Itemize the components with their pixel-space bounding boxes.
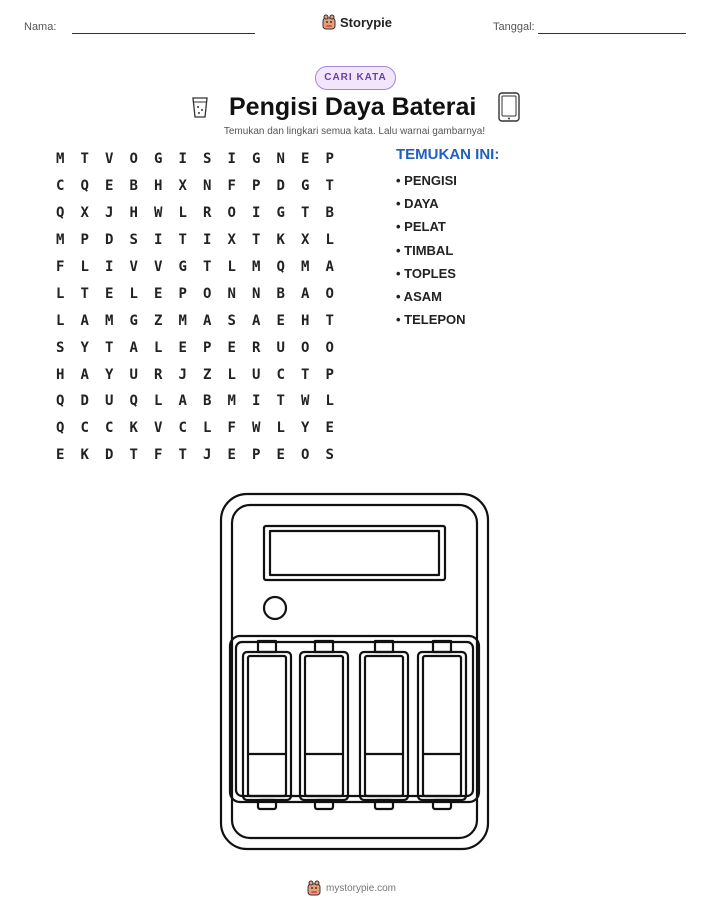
grid-letter[interactable]: E [227, 339, 236, 356]
grid-letter[interactable]: A [301, 285, 310, 302]
grid-letter[interactable]: I [105, 259, 114, 275]
grid-letter[interactable]: Z [154, 312, 163, 329]
date-label: Tanggal: [493, 21, 535, 33]
grid-letter[interactable]: A [80, 366, 89, 383]
grid-letter[interactable]: L [325, 232, 334, 249]
grid-letter[interactable]: C [178, 420, 187, 437]
grid-letter[interactable]: T [129, 447, 138, 464]
footer-url: mystorypie.com [326, 882, 397, 894]
grid-letter[interactable]: O [129, 151, 138, 168]
grid-letter[interactable]: Q [276, 259, 285, 275]
grid-letter[interactable]: T [301, 366, 310, 383]
grid-letter[interactable]: G [129, 312, 138, 329]
grid-letter[interactable]: R [252, 339, 261, 356]
grid-letter[interactable]: D [276, 178, 285, 195]
grid-letter[interactable]: T [252, 232, 261, 249]
grid-letter[interactable]: H [154, 178, 163, 195]
grid-letter[interactable]: V [154, 259, 163, 275]
name-label: Nama: [24, 21, 57, 33]
grid-letter[interactable]: J [105, 205, 114, 222]
grid-letter[interactable]: E [301, 151, 310, 168]
grid-letter[interactable]: Y [105, 366, 114, 383]
brand-name: Storypie [340, 14, 393, 30]
grid-letter[interactable]: L [154, 339, 163, 356]
grid-letter[interactable]: B [276, 285, 285, 302]
grid-letter[interactable]: X [80, 205, 89, 222]
grid-letter[interactable]: B [129, 178, 138, 195]
grid-letter[interactable]: E [325, 420, 334, 437]
grid-letter[interactable]: J [178, 366, 187, 383]
grid-letter[interactable]: I [203, 232, 212, 249]
grid-letter[interactable]: M [105, 312, 114, 329]
grid-letter[interactable]: A [252, 312, 261, 329]
grid-letter[interactable]: G [178, 259, 187, 275]
grid-letter[interactable]: O [227, 205, 236, 222]
grid-letter[interactable]: S [325, 447, 334, 464]
grid-letter[interactable]: E [276, 447, 285, 464]
grid-letter[interactable]: M [178, 312, 187, 329]
grid-letter[interactable]: T [80, 151, 89, 168]
grid-letter[interactable]: Q [56, 420, 65, 437]
grid-letter[interactable]: M [56, 151, 65, 168]
grid-letter[interactable]: B [203, 393, 212, 410]
grid-letter[interactable]: W [154, 205, 163, 222]
grid-letter[interactable]: L [129, 285, 138, 302]
charger-button [264, 597, 286, 619]
grid-letter[interactable]: W [301, 393, 310, 410]
grid-letter[interactable]: E [56, 447, 65, 464]
grid-letter[interactable]: A [178, 393, 187, 410]
grid-letter[interactable]: M [56, 232, 65, 249]
find-heading: TEMUKAN INI: [396, 146, 500, 163]
grid-letter[interactable]: P [325, 366, 334, 383]
grid-letter[interactable]: X [227, 232, 236, 249]
grid-letter[interactable]: L [203, 420, 212, 437]
grid-letter[interactable]: E [227, 447, 236, 464]
grid-letter[interactable]: L [325, 393, 334, 410]
grid-letter[interactable]: F [56, 259, 65, 275]
grid-letter[interactable]: S [56, 339, 65, 356]
grid-letter[interactable]: D [105, 232, 114, 249]
grid-letter[interactable]: R [154, 366, 163, 383]
grid-letter[interactable]: U [105, 393, 114, 410]
activity-badge: CARI KATA [315, 66, 396, 90]
grid-letter[interactable]: S [227, 312, 236, 329]
grid-letter[interactable]: K [80, 447, 89, 464]
grid-letter[interactable]: L [227, 366, 236, 383]
instructions: Temukan dan lingkari semua kata. Lalu warnai gambarnya! [223, 126, 486, 137]
grid-letter[interactable]: N [203, 178, 212, 195]
grid-letter[interactable]: L [178, 205, 187, 222]
word-item: • PELAT [396, 219, 446, 235]
grid-letter[interactable]: A [80, 312, 89, 329]
grid-letter[interactable]: U [129, 366, 138, 383]
grid-letter[interactable]: T [301, 205, 310, 222]
grid-letter[interactable]: C [56, 178, 65, 195]
grid-letter[interactable]: Y [301, 420, 310, 437]
grid-letter[interactable]: V [154, 420, 163, 437]
battery-slot-4 [418, 641, 466, 809]
grid-letter[interactable]: L [227, 259, 236, 275]
grid-letter[interactable]: H [129, 205, 138, 222]
grid-letter[interactable]: H [56, 366, 65, 383]
grid-letter[interactable]: L [154, 393, 163, 410]
grid-letter[interactable]: Q [80, 178, 89, 195]
footer [307, 880, 396, 896]
grid-letter[interactable]: P [252, 447, 261, 464]
grid-letter[interactable]: T [276, 393, 285, 410]
grid-letter[interactable]: L [56, 285, 65, 302]
word-item: • ASAM [396, 288, 442, 304]
grid-letter[interactable]: Q [56, 205, 65, 222]
battery-slot-3 [360, 641, 408, 809]
grid-letter[interactable]: Z [203, 366, 212, 383]
grid-letter[interactable]: E [105, 285, 114, 302]
grid-letter[interactable]: L [56, 312, 65, 329]
grid-letter[interactable]: K [129, 420, 138, 437]
grid-letter[interactable]: P [252, 178, 261, 195]
grid-letter[interactable]: G [154, 151, 163, 168]
grid-letter[interactable]: N [227, 285, 236, 302]
grid-letter[interactable]: Y [80, 339, 89, 356]
grid-letter[interactable]: T [203, 259, 212, 275]
grid-letter[interactable]: O [325, 339, 334, 356]
grid-letter[interactable]: T [105, 339, 114, 356]
grid-letter[interactable]: A [203, 312, 212, 329]
grid-letter[interactable]: F [154, 447, 163, 464]
storypie-logo-icon [307, 880, 321, 896]
grid-letter[interactable]: P [178, 285, 187, 302]
word-item: • TIMBAL [396, 242, 454, 258]
grid-letter[interactable]: P [80, 232, 89, 249]
grid-letter[interactable]: K [276, 232, 285, 249]
grid-letter[interactable]: E [154, 285, 163, 302]
battery-slot-2 [300, 641, 348, 809]
grid-letter[interactable]: I [252, 205, 261, 222]
grid-letter[interactable]: G [252, 151, 261, 168]
page-title: Pengisi Daya Baterai [229, 93, 477, 121]
grid-letter[interactable]: Q [56, 393, 65, 410]
grid-letter[interactable]: X [178, 178, 187, 195]
charger-screen [264, 526, 445, 580]
grid-letter[interactable]: S [129, 232, 138, 249]
grid-letter[interactable]: M [301, 259, 310, 275]
grid-letter[interactable]: T [178, 232, 187, 249]
grid-letter[interactable]: E [178, 339, 187, 356]
word-item: • TOPLES [396, 265, 456, 281]
grid-letter[interactable]: N [252, 285, 261, 302]
grid-letter[interactable]: O [325, 285, 334, 302]
grid-letter[interactable]: L [80, 259, 89, 275]
grid-letter[interactable]: G [301, 178, 310, 195]
grid-letter[interactable]: E [105, 178, 114, 195]
grid-letter[interactable]: Q [129, 393, 138, 410]
grid-letter[interactable]: N [276, 151, 285, 168]
grid-letter[interactable]: U [252, 366, 261, 383]
grid-letter[interactable]: D [80, 393, 89, 410]
grid-letter[interactable]: I [154, 232, 163, 249]
grid-letter[interactable]: D [105, 447, 114, 464]
battery-tray [230, 636, 479, 802]
grid-letter[interactable]: T [178, 447, 187, 464]
grid-letter[interactable]: W [252, 420, 261, 437]
grid-letter[interactable]: V [129, 259, 138, 275]
grid-letter[interactable]: T [80, 285, 89, 302]
grid-letter[interactable]: E [276, 312, 285, 329]
grid-letter[interactable]: S [203, 151, 212, 168]
grid-letter[interactable]: O [301, 339, 310, 356]
grid-letter[interactable]: T [325, 178, 334, 195]
grid-letter[interactable]: C [80, 420, 89, 437]
grid-letter[interactable]: M [252, 259, 261, 275]
word-item: • DAYA [396, 196, 439, 212]
grid-letter[interactable]: T [325, 312, 334, 329]
grid-letter[interactable]: U [276, 339, 285, 356]
grid-letter[interactable]: I [227, 151, 236, 168]
grid-letter[interactable]: B [325, 205, 334, 222]
word-item: • TELEPON [396, 312, 466, 328]
grid-letter[interactable]: C [105, 420, 114, 437]
grid-letter[interactable]: P [203, 339, 212, 356]
grid-letter[interactable]: A [129, 339, 138, 356]
grid-letter[interactable]: V [105, 151, 114, 168]
grid-letter[interactable]: G [276, 205, 285, 222]
grid-letter[interactable]: I [178, 151, 187, 168]
word-item: • PENGISI [396, 173, 457, 188]
grid-letter[interactable]: H [301, 312, 310, 329]
grid-letter[interactable]: L [276, 420, 285, 437]
grid-letter[interactable]: M [227, 393, 236, 410]
grid-letter[interactable]: O [301, 447, 310, 464]
grid-letter[interactable]: O [203, 285, 212, 302]
grid-letter[interactable]: A [325, 259, 334, 275]
grid-letter[interactable]: X [301, 232, 310, 249]
grid-letter[interactable]: F [227, 178, 236, 195]
grid-letter[interactable]: J [203, 447, 212, 464]
grid-letter[interactable]: C [276, 366, 285, 383]
grid-letter[interactable]: I [252, 393, 261, 410]
battery-slot-1 [243, 641, 291, 809]
grid-letter[interactable]: F [227, 420, 236, 437]
grid-letter[interactable]: P [325, 151, 334, 168]
grid-letter[interactable]: R [203, 205, 212, 222]
